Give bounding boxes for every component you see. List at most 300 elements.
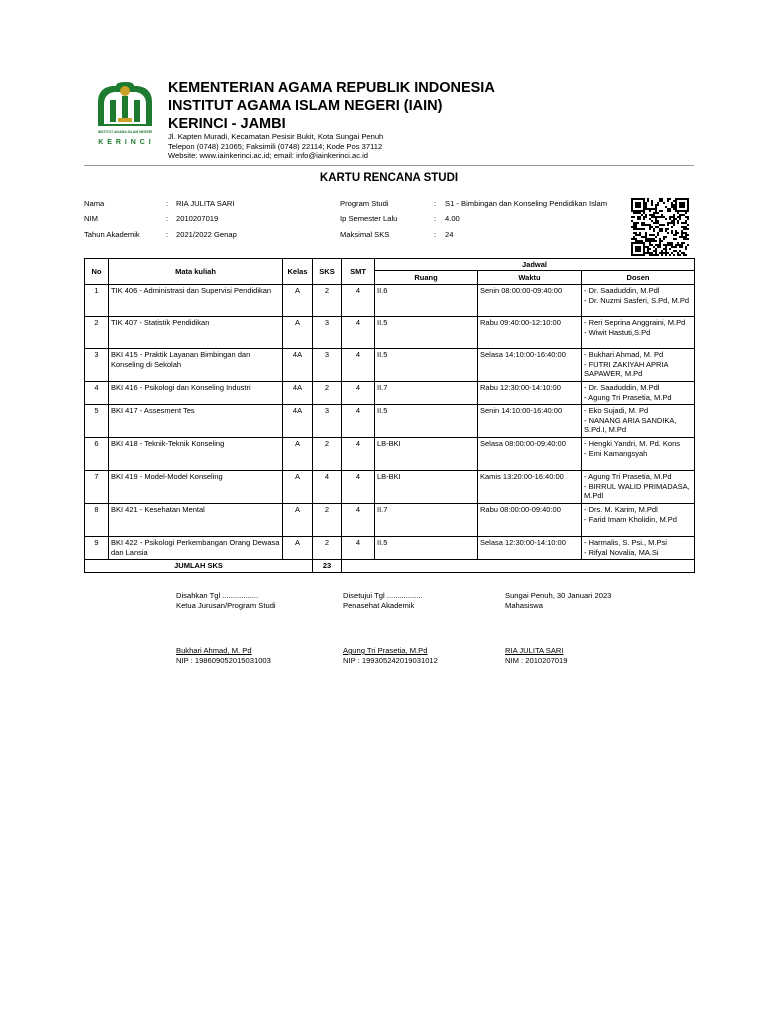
qr-module [651, 252, 653, 254]
table-row [85, 438, 695, 471]
qr-module [635, 204, 637, 206]
qr-module [681, 202, 683, 204]
qr-module [643, 202, 645, 204]
row-kelas: 4A [283, 405, 313, 438]
qr-module [651, 216, 653, 218]
qr-module [673, 220, 675, 222]
website-line: Website: www.iainkerinci.ac.id; email: info@iainkerinci.ac.id [168, 151, 369, 160]
nama-value: RIA JULITA SARI [176, 199, 235, 208]
nama-label: Nama [84, 199, 105, 208]
qr-module [635, 210, 637, 212]
dosen-name: - FUTRI ZAKIYAH APRIA SAPAWER, M.Pd [584, 359, 669, 379]
qr-module [649, 208, 651, 210]
qr-module [649, 240, 651, 242]
qr-module [659, 228, 661, 230]
qr-module [631, 204, 633, 206]
row-sks: 2 [313, 537, 342, 560]
qr-module [651, 214, 653, 216]
table-row [85, 382, 695, 405]
row-kelas: A [283, 285, 313, 317]
qr-module [673, 234, 675, 236]
qr-module [687, 204, 689, 206]
row-ruang: II.6 [375, 285, 478, 317]
qr-module [667, 224, 669, 226]
qr-module [637, 242, 639, 244]
qr-module [685, 198, 687, 200]
row-dosen [582, 537, 695, 560]
qr-module [675, 198, 677, 200]
qr-module [655, 206, 657, 208]
qr-module [641, 228, 643, 230]
qr-module [675, 234, 677, 236]
qr-module [635, 238, 637, 240]
qr-module [647, 238, 649, 240]
svg-text:INSTITUT AGAMA ISLAM NEGERI: INSTITUT AGAMA ISLAM NEGERI [97, 130, 153, 134]
qr-module [643, 212, 645, 214]
qr-module [653, 238, 655, 240]
row-dosen [582, 382, 695, 405]
row-waktu: Selasa 08:00:00-09:40:00 [478, 438, 582, 471]
qr-module [653, 216, 655, 218]
qr-module [649, 228, 651, 230]
qr-module [635, 254, 637, 256]
qr-module [653, 230, 655, 232]
approval-date: Disahkan Tgl ................. [176, 591, 259, 600]
table-row [85, 405, 695, 438]
row-dosen [582, 349, 695, 382]
qr-module [655, 244, 657, 246]
qr-module [635, 224, 637, 226]
qr-module [643, 236, 645, 238]
qr-module [651, 204, 653, 206]
qr-module [685, 254, 687, 256]
qr-module [661, 230, 663, 232]
row-kelas: A [283, 438, 313, 471]
colon: : [166, 199, 169, 208]
nim-value: 2010207019 [176, 214, 219, 223]
qr-module [655, 204, 657, 206]
qr-module [645, 252, 647, 254]
qr-module [683, 238, 685, 240]
row-smt: 4 [342, 438, 375, 471]
qr-module [631, 208, 633, 210]
qr-module [675, 246, 677, 248]
qr-module [637, 240, 639, 242]
phone-line: Telepon (0748) 21065; Faksimili (0748) 22114; Kode Pos 37112 [168, 141, 383, 151]
qr-module [681, 204, 683, 206]
row-dosen [582, 471, 695, 504]
qr-module [635, 234, 637, 236]
qr-module [673, 250, 675, 252]
qr-module [631, 242, 633, 244]
qr-module [667, 244, 669, 246]
row-kelas: 4A [283, 349, 313, 382]
qr-module [631, 206, 633, 208]
row-waktu: Kamis 13:20:00-16:40:00 [478, 471, 582, 504]
qr-module [677, 244, 679, 246]
tahun-label: Tahun Akademik [84, 230, 140, 239]
qr-module [641, 210, 643, 212]
row-no: 1 [85, 285, 109, 317]
qr-module [651, 238, 653, 240]
qr-module [659, 244, 661, 246]
qr-module [671, 230, 673, 232]
qr-module [677, 252, 679, 254]
qr-module [681, 214, 683, 216]
qr-module [635, 222, 637, 224]
qr-module [671, 244, 673, 246]
header-waktu: Waktu [478, 271, 582, 285]
row-waktu: Rabu 09:40:00-12:10:00 [478, 317, 582, 349]
qr-module [679, 216, 681, 218]
qr-module [669, 198, 671, 200]
colon: : [434, 199, 437, 208]
qr-module [661, 254, 663, 256]
qr-module [647, 198, 649, 200]
header-dosen: Dosen [582, 271, 695, 285]
qr-module [683, 254, 685, 256]
qr-module [669, 254, 671, 256]
qr-module [685, 226, 687, 228]
qr-module [653, 228, 655, 230]
qr-module [663, 224, 665, 226]
qr-module [683, 242, 685, 244]
qr-module [677, 212, 679, 214]
qr-module [649, 226, 651, 228]
qr-module [683, 198, 685, 200]
qr-module [639, 254, 641, 256]
qr-module [685, 220, 687, 222]
dosen-name: - Farid Imam Kholidin, M.Pd [584, 514, 677, 524]
row-kelas: A [283, 317, 313, 349]
qr-module [671, 232, 673, 234]
qr-module [663, 238, 665, 240]
qr-module [673, 204, 675, 206]
qr-code [628, 197, 692, 257]
qr-module [667, 232, 669, 234]
qr-module [639, 206, 641, 208]
qr-module [633, 216, 635, 218]
qr-module [639, 240, 641, 242]
qr-module [647, 224, 649, 226]
qr-module [645, 204, 647, 206]
max-sks-value: 24 [445, 230, 454, 239]
row-no: 9 [85, 537, 109, 560]
row-waktu: Selasa 14:10:00-16:40:00 [478, 349, 582, 382]
qr-module [653, 254, 655, 256]
qr-module [659, 210, 661, 212]
qr-module [639, 250, 641, 252]
qr-module [641, 236, 643, 238]
table-row [85, 537, 695, 560]
signature-student [505, 591, 611, 665]
row-smt: 4 [342, 349, 375, 382]
qr-module [643, 210, 645, 212]
qr-module [633, 222, 635, 224]
row-smt: 4 [342, 504, 375, 537]
row-dosen [582, 438, 695, 471]
qr-module [649, 254, 651, 256]
qr-module [681, 198, 683, 200]
qr-module [657, 202, 659, 204]
qr-module [637, 202, 639, 204]
qr-module [641, 240, 643, 242]
qr-module [655, 212, 657, 214]
qr-module [631, 246, 633, 248]
row-waktu: Senin 14:10:00-16:40:00 [478, 405, 582, 438]
total-sks: 23 [313, 560, 342, 572]
qr-module [681, 252, 683, 254]
qr-module [659, 230, 661, 232]
qr-module [639, 210, 641, 212]
qr-module [653, 208, 655, 210]
qr-module [657, 222, 659, 224]
qr-module [669, 210, 671, 212]
qr-module [633, 254, 635, 256]
qr-module [643, 208, 645, 210]
dosen-name: - Bukhari Ahmad, M. Pd [584, 350, 664, 360]
qr-module [657, 254, 659, 256]
qr-module [671, 246, 673, 248]
qr-module [669, 208, 671, 210]
qr-module [667, 198, 669, 200]
qr-module [661, 200, 663, 202]
dosen-name: - NANANG ARIA SANDIKA, S.Pd.I, M.Pd [584, 415, 677, 435]
qr-module [665, 236, 667, 238]
qr-module [679, 236, 681, 238]
qr-module [675, 218, 677, 220]
qr-module [643, 244, 645, 246]
qr-module [635, 228, 637, 230]
qr-module [675, 208, 677, 210]
qr-module [649, 238, 651, 240]
qr-module [665, 218, 667, 220]
qr-module [647, 250, 649, 252]
dosen-name: - Wiwit Hastuti,S.Pd [584, 327, 651, 337]
qr-module [671, 222, 673, 224]
qr-module [651, 202, 653, 204]
qr-module [687, 202, 689, 204]
qr-module [643, 218, 645, 220]
qr-module [675, 238, 677, 240]
qr-module [661, 252, 663, 254]
row-waktu: Senin 08:00:00-09:40:00 [478, 285, 582, 317]
row-mata-kuliah: BKI 416 - Psikologi dan Konseling Industri [109, 382, 283, 405]
qr-module [639, 248, 641, 250]
qr-module [681, 246, 683, 248]
qr-module [673, 218, 675, 220]
qr-module [649, 224, 651, 226]
qr-module [665, 248, 667, 250]
qr-module [639, 242, 641, 244]
qr-module [643, 216, 645, 218]
qr-module [661, 210, 663, 212]
qr-module [633, 226, 635, 228]
qr-module [645, 232, 647, 234]
qr-module [633, 210, 635, 212]
qr-module [683, 252, 685, 254]
total-row [85, 560, 695, 572]
qr-module [645, 214, 647, 216]
qr-module [685, 210, 687, 212]
qr-module [681, 226, 683, 228]
qr-module [667, 210, 669, 212]
dosen-name: - Eko Sujadi, M. Pd [584, 406, 649, 416]
qr-module [641, 254, 643, 256]
qr-module [639, 198, 641, 200]
qr-module [645, 206, 647, 208]
qr-module [639, 228, 641, 230]
row-kelas: A [283, 471, 313, 504]
qr-module [685, 216, 687, 218]
place-date: Sungai Penuh, 30 Januari 2023 [505, 591, 612, 600]
row-sks: 2 [313, 285, 342, 317]
qr-module [645, 236, 647, 238]
dosen-name: - Dr. Saaduddin, M.Pdl [584, 383, 660, 393]
qr-module [681, 206, 683, 208]
qr-module [687, 238, 689, 240]
qr-module [633, 198, 635, 200]
qr-module [671, 204, 673, 206]
row-ruang: II.5 [375, 349, 478, 382]
qr-module [649, 210, 651, 212]
qr-module [641, 242, 643, 244]
qr-module [663, 216, 665, 218]
qr-module [639, 232, 641, 234]
qr-module [679, 202, 681, 204]
qr-module [633, 212, 635, 214]
qr-module [653, 240, 655, 242]
qr-module [641, 198, 643, 200]
row-dosen [582, 317, 695, 349]
qr-module [667, 242, 669, 244]
row-mata-kuliah: BKI 421 - Kesehatan Mental [109, 504, 283, 537]
qr-module [679, 198, 681, 200]
ministry-name: KEMENTERIAN AGAMA REPUBLIK INDONESIA [168, 80, 495, 96]
row-smt: 4 [342, 405, 375, 438]
qr-module [665, 250, 667, 252]
row-dosen [582, 504, 695, 537]
qr-module [655, 252, 657, 254]
qr-module [643, 248, 645, 250]
qr-module [651, 234, 653, 236]
qr-module [685, 238, 687, 240]
qr-module [645, 234, 647, 236]
qr-module [643, 242, 645, 244]
tahun-value: 2021/2022 Genap [176, 230, 237, 239]
qr-module [679, 246, 681, 248]
qr-module [633, 238, 635, 240]
qr-module [645, 246, 647, 248]
qr-module [661, 224, 663, 226]
qr-module [639, 212, 641, 214]
qr-module [669, 244, 671, 246]
address-line: Jl. Kapten Muradi, Kecamatan Pesisir Bukit, Kota Sungai Penuh [168, 132, 384, 141]
qr-module [665, 230, 667, 232]
qr-module [687, 198, 689, 200]
qr-module [639, 202, 641, 204]
qr-module [683, 226, 685, 228]
qr-module [651, 208, 653, 210]
qr-module [659, 224, 661, 226]
qr-module [649, 234, 651, 236]
qr-module [683, 228, 685, 230]
qr-module [635, 242, 637, 244]
qr-module [673, 246, 675, 248]
signature-head-of-department [176, 591, 276, 665]
qr-module [645, 224, 647, 226]
qr-module [659, 242, 661, 244]
qr-module [633, 232, 635, 234]
qr-module [639, 216, 641, 218]
row-no: 6 [85, 438, 109, 471]
qr-module [661, 228, 663, 230]
qr-module [667, 252, 669, 254]
iain-logo [92, 80, 158, 150]
table-row [85, 349, 695, 382]
qr-module [635, 206, 637, 208]
document-title: KARTU RENCANA STUDI [319, 172, 459, 184]
qr-module [681, 244, 683, 246]
header-no: No [85, 259, 109, 285]
row-smt: 4 [342, 285, 375, 317]
qr-module [679, 254, 681, 256]
qr-module [671, 242, 673, 244]
qr-module [631, 252, 633, 254]
row-ruang: II.5 [375, 405, 478, 438]
qr-module [643, 204, 645, 206]
qr-module [649, 248, 651, 250]
row-kelas: A [283, 504, 313, 537]
qr-module [681, 242, 683, 244]
qr-module [679, 204, 681, 206]
qr-module [675, 204, 677, 206]
qr-module [631, 216, 633, 218]
qr-module [637, 204, 639, 206]
qr-module [637, 250, 639, 252]
prodi-value: S1 - Bimbingan dan Konseling Pendidikan Islam [445, 199, 608, 208]
row-no: 2 [85, 317, 109, 349]
qr-module [667, 228, 669, 230]
dosen-name: - Rifyal Novalia, MA.Si [584, 547, 659, 557]
qr-module [669, 222, 671, 224]
signer-name: Agung Tri Prasetia, M.Pd [343, 646, 428, 655]
qr-module [669, 248, 671, 250]
max-sks-label: Maksimal SKS [340, 230, 390, 239]
qr-module [643, 246, 645, 248]
table-row [85, 471, 695, 504]
header-kelas: Kelas [283, 259, 313, 285]
qr-module [655, 254, 657, 256]
qr-module [683, 232, 685, 234]
signer-name: RIA JULITA SARI [505, 646, 564, 655]
row-kelas: A [283, 537, 313, 560]
qr-module [637, 254, 639, 256]
qr-module [635, 248, 637, 250]
qr-module [657, 244, 659, 246]
qr-module [647, 252, 649, 254]
qr-module [631, 200, 633, 202]
qr-module [663, 244, 665, 246]
qr-module [661, 216, 663, 218]
qr-module [649, 242, 651, 244]
qr-module [667, 208, 669, 210]
qr-module [631, 244, 633, 246]
row-mata-kuliah: BKI 422 - Psikologi Perkembangan Orang Dewasa dan Lansia [109, 537, 283, 560]
qr-module [633, 224, 635, 226]
row-sks: 3 [313, 405, 342, 438]
qr-module [633, 228, 635, 230]
